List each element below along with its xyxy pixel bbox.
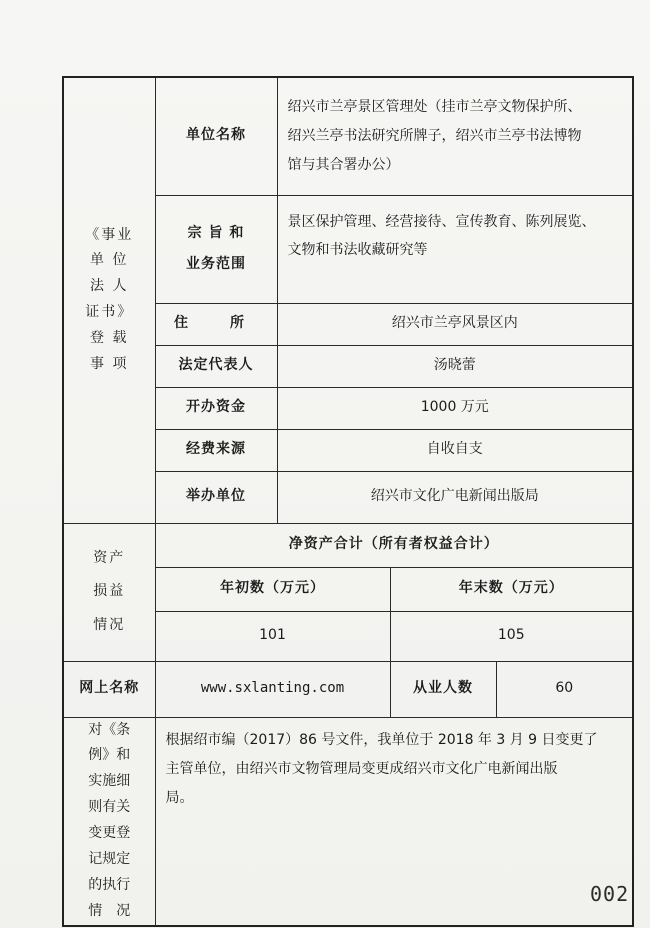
section-change: 对《条 例》和 实施细 则有关 变更登 记规定 的执行 情 况 [63,717,155,926]
purpose-label: 宗 旨 和 业务范围 [155,195,277,303]
capital-value: 1000 万元 [277,387,633,429]
unit-name-label: 单位名称 [155,77,277,195]
staff-count-label: 从业人数 [390,661,496,717]
website-label: 网上名称 [63,661,155,717]
sponsor-label: 举办单位 [155,471,277,523]
end-of-year-label: 年末数（万元） [390,567,633,611]
legal-rep-label: 法定代表人 [155,345,277,387]
row-website [63,661,633,717]
end-of-year-value: 105 [390,611,633,661]
row-assets-header [63,523,633,567]
section-assets: 资产 损益 情况 [63,523,155,661]
address-label: 住 所 [155,303,277,345]
start-of-year-label: 年初数（万元） [155,567,390,611]
staff-count-value: 60 [496,661,633,717]
capital-label: 开办资金 [155,387,277,429]
start-of-year-value: 101 [155,611,390,661]
section-registration: 《事业 单 位 法 人 证书》 登 载 事 项 [63,77,155,523]
row-unit-name [63,77,633,195]
website-value: www.sxlanting.com [155,661,390,717]
legal-rep-value: 汤晓蕾 [277,345,633,387]
page-number: 002 [590,882,630,906]
funding-label: 经费来源 [155,429,277,471]
sponsor-value: 绍兴市文化广电新闻出版局 [277,471,633,523]
purpose-value: 景区保护管理、经营接待、宣传教育、陈列展览、 文物和书法收藏研究等 [277,195,633,303]
unit-name-value: 绍兴市兰亭景区管理处（挂市兰亭文物保护所、 绍兴兰亭书法研究所牌子，绍兴市兰亭书法博物 馆与其合署办公） [277,77,633,195]
registration-form [62,76,634,927]
net-assets-header: 净资产合计（所有者权益合计） [155,523,633,567]
row-change-note [63,717,633,926]
funding-value: 自收自支 [277,429,633,471]
address-value: 绍兴市兰亭风景区内 [277,303,633,345]
change-note-value: 根据绍市编（2017）86 号文件，我单位于 2018 年 3 月 9 日变更了 主管单位，由绍兴市文物管理局变更成绍兴市文化广电新闻出版 局。 [155,717,633,926]
